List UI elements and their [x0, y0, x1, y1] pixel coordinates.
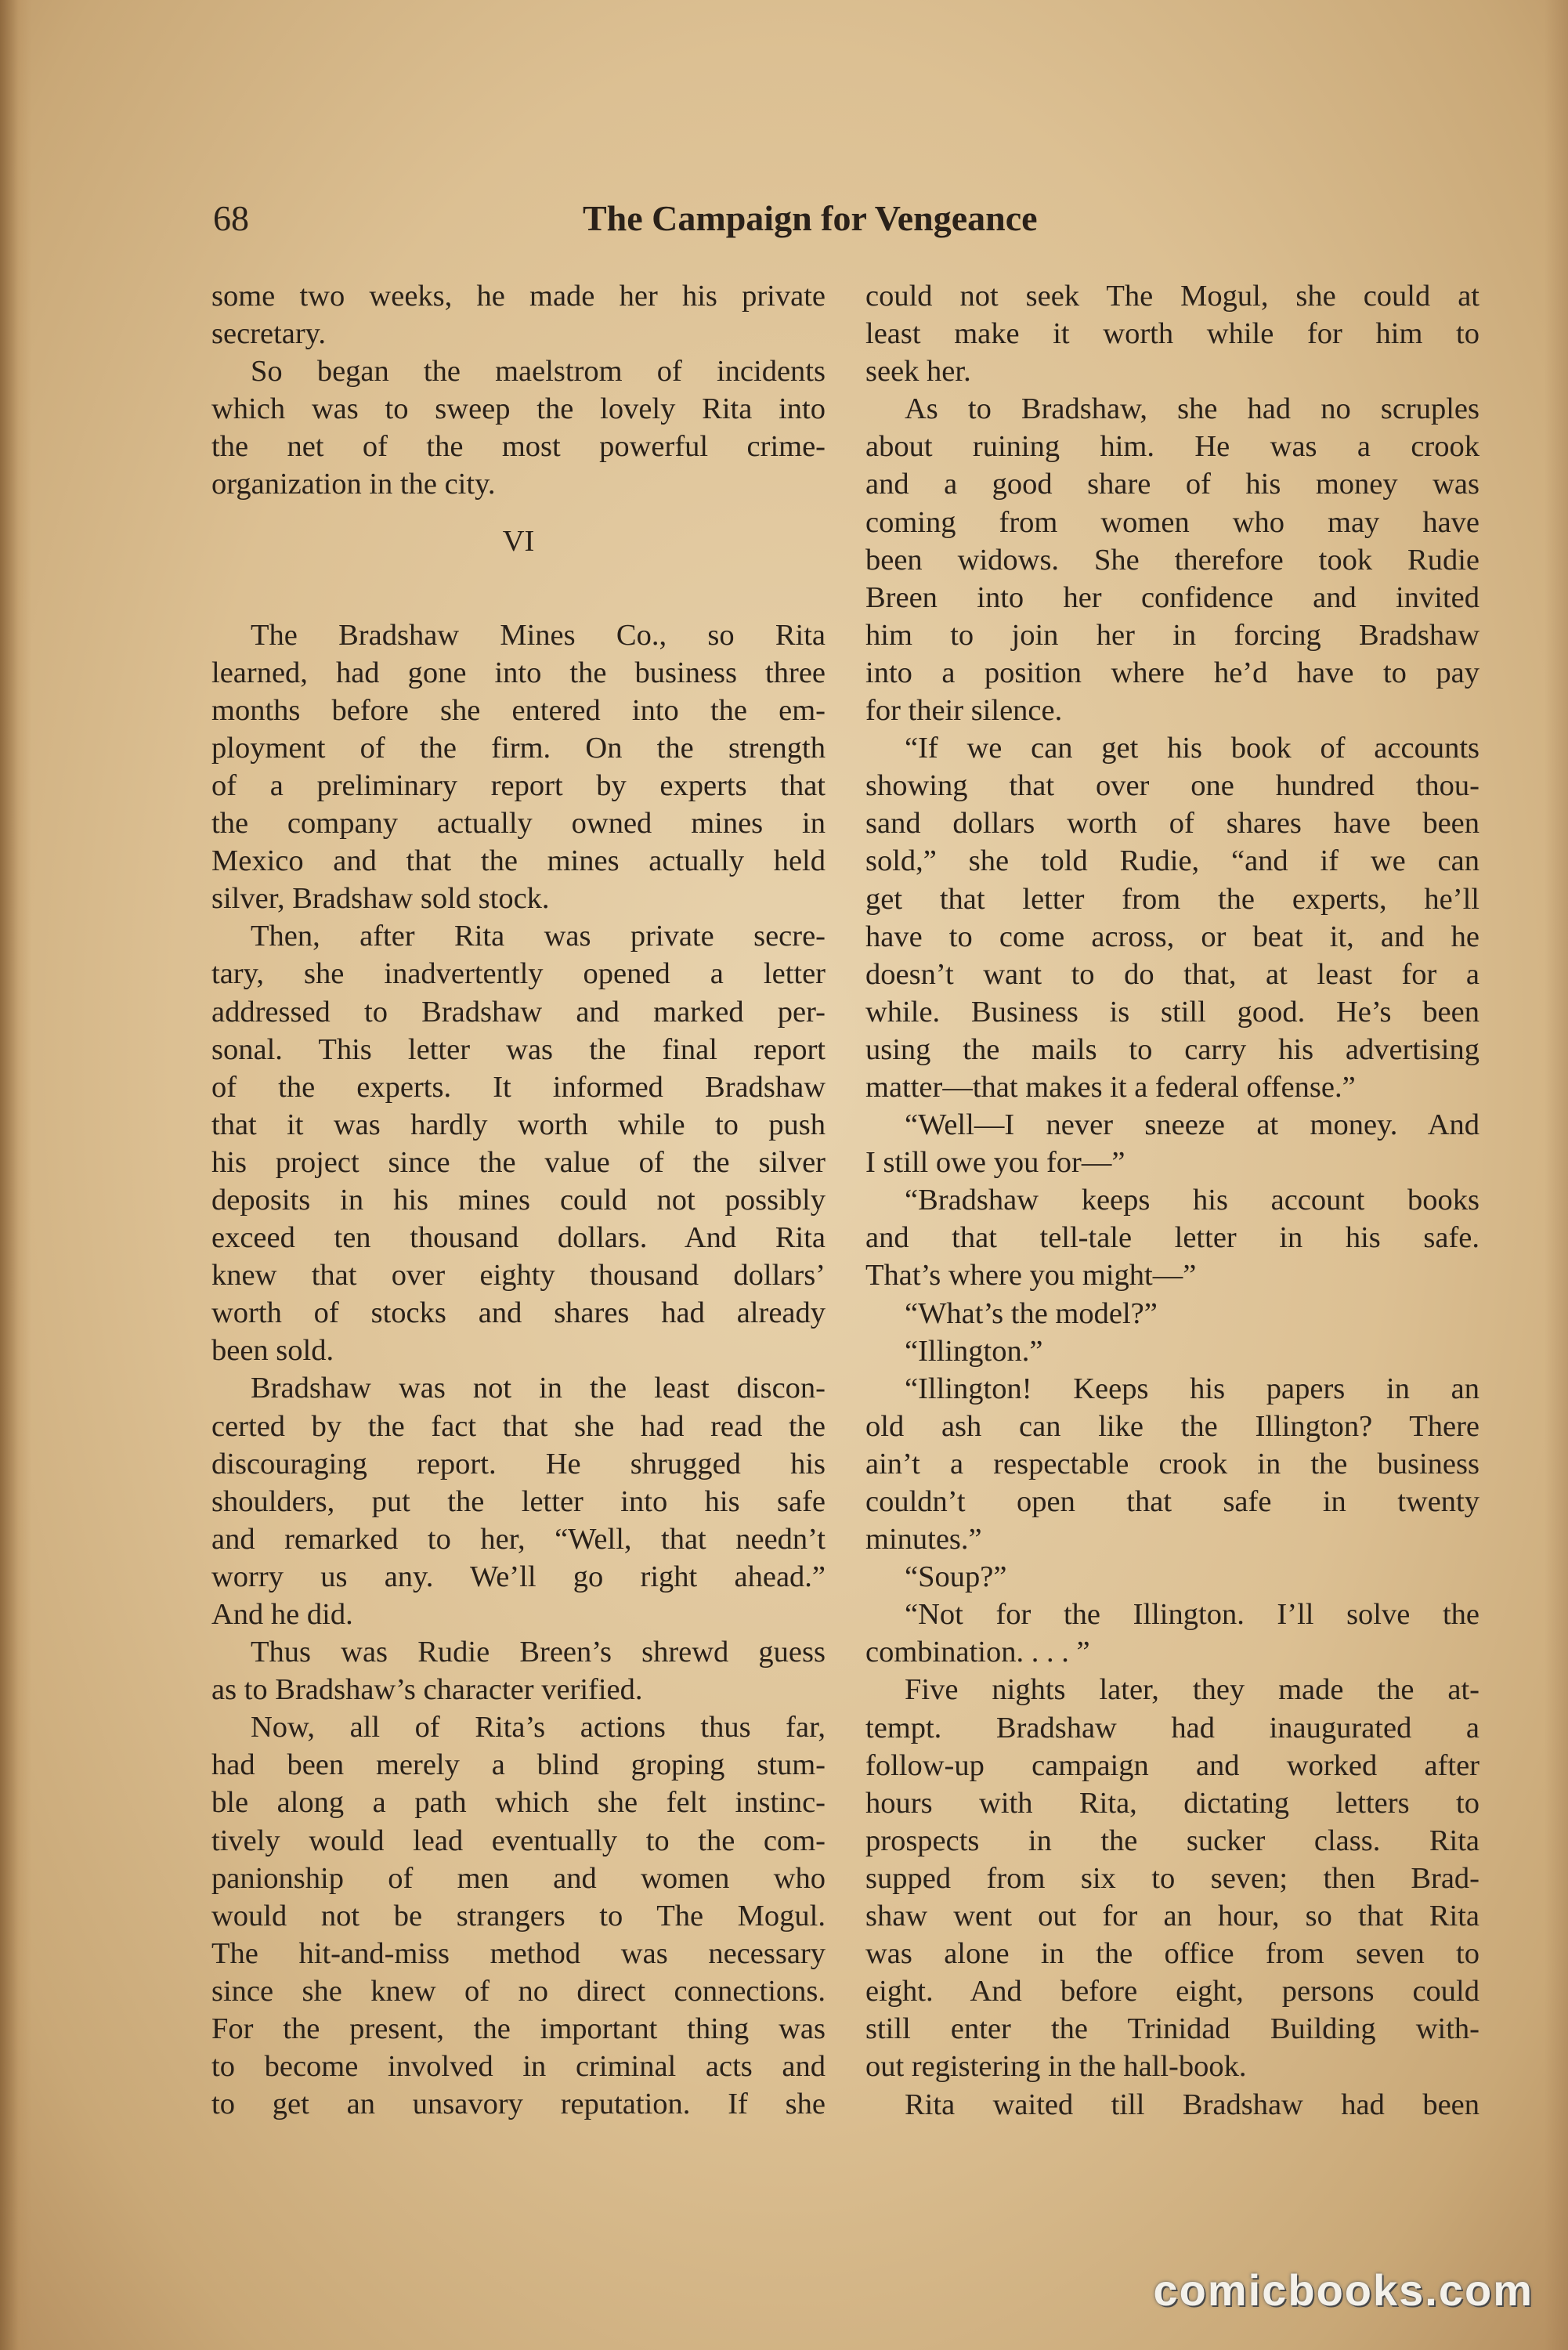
text-line: sand dollars worth of shares have been: [865, 807, 1479, 841]
text-line: “Bradshaw keeps his account books: [905, 1184, 1479, 1217]
text-line: of the experts. It informed Bradshaw: [211, 1070, 826, 1104]
text-line: secretary.: [211, 317, 327, 351]
text-line: out registering in the hall-book.: [865, 2050, 1247, 2084]
text-line: So began the maelstrom of incidents: [251, 355, 826, 389]
text-line: ployment of the firm. On the strength: [211, 731, 826, 765]
site-watermark: comicbooks.com: [1153, 2265, 1534, 2315]
page-edge-shadow-right: [1545, 0, 1568, 2350]
section-spacer: [211, 579, 826, 616]
text-line: about ruining him. He was a crook: [865, 430, 1479, 464]
text-line: “If we can get his book of accounts: [905, 732, 1479, 765]
text-line: “Soup?”: [905, 1560, 1007, 1594]
text-line: his project since the value of the silver: [211, 1145, 826, 1179]
text-line: discouraging report. He shrugged his: [211, 1447, 826, 1480]
left-text-column: [211, 277, 826, 2123]
text-line: and that tell-tale letter in his safe.: [865, 1221, 1479, 1255]
text-line: would not be strangers to The Mogul.: [211, 1899, 826, 1932]
text-line: worth of stocks and shares had already: [211, 1296, 826, 1330]
text-line: had been merely a blind groping stum-: [211, 1748, 826, 1782]
text-line: old ash can like the Illington? There: [865, 1409, 1479, 1443]
text-line: since she knew of no direct connections.: [211, 1974, 826, 2008]
text-line: I still owe you for—”: [865, 1146, 1125, 1180]
text-line: for their silence.: [865, 694, 1063, 728]
text-line: and a good share of his money was: [865, 468, 1479, 501]
text-line: The hit-and-miss method was necessary: [211, 1936, 826, 1970]
text-line: The Bradshaw Mines Co., so Rita: [251, 618, 826, 652]
text-line: least make it worth while for him to: [865, 317, 1479, 351]
text-line: learned, had gone into the business three: [211, 656, 826, 689]
text-line: into a position where he’d have to pay: [865, 656, 1479, 689]
text-line: could not seek The Mogul, she could at: [865, 280, 1479, 313]
text-line: prospects in the sucker class. Rita: [865, 1824, 1479, 1857]
text-line: That’s where you might—”: [865, 1259, 1197, 1292]
text-line: certed by the fact that she had read the: [211, 1409, 826, 1443]
text-line: “Illington.”: [905, 1334, 1043, 1368]
text-line: tary, she inadvertently opened a letter: [211, 957, 826, 991]
text-line: shaw went out for an hour, so that Rita: [865, 1900, 1479, 1933]
text-line: ble along a path which she felt instinc-: [211, 1786, 826, 1820]
text-line: to get an unsavory reputation. If she: [211, 2088, 826, 2121]
text-line: still enter the Trinidad Building with-: [865, 2012, 1479, 2046]
text-line: Then, after Rita was private secre-: [251, 920, 826, 953]
text-line: “Not for the Illington. I’ll solve the: [905, 1598, 1479, 1632]
text-line: shoulders, put the letter into his safe: [211, 1484, 826, 1518]
text-line: and remarked to her, “Well, that needn’t: [211, 1522, 826, 1556]
text-line: the company actually owned mines in: [211, 807, 826, 841]
text-line: matter—that makes it a federal offense.”: [865, 1070, 1356, 1104]
text-line: which was to sweep the lovely Rita into: [211, 392, 826, 426]
text-line: some two weeks, he made her his private: [211, 280, 826, 313]
text-line: exceed ten thousand dollars. And Rita: [211, 1221, 826, 1255]
text-line: doesn’t want to do that, at least for a: [865, 957, 1479, 991]
text-line: sonal. This letter was the final report: [211, 1032, 826, 1066]
right-text-column: [865, 277, 1479, 2124]
text-line: “Illington! Keeps his papers in an: [905, 1372, 1479, 1405]
text-line: follow-up campaign and worked after: [865, 1748, 1479, 1782]
text-line: that it was hardly worth while to push: [211, 1108, 826, 1141]
text-line: combination. . . . ”: [865, 1636, 1090, 1669]
page-edge-shadow: [0, 0, 31, 2350]
text-line: couldn’t open that safe in twenty: [865, 1485, 1479, 1518]
page-header: [213, 197, 1490, 244]
text-line: seek her.: [865, 355, 971, 389]
page-number: 68: [213, 198, 249, 238]
text-line: have to come across, or beat it, and he: [865, 920, 1479, 953]
text-line: For the present, the important thing was: [211, 2012, 826, 2046]
text-line: coming from women who may have: [865, 505, 1479, 539]
text-line: Rita waited till Bradshaw had been: [905, 2088, 1479, 2121]
text-line: been widows. She therefore took Rudie: [865, 543, 1479, 577]
text-line: tempt. Bradshaw had inaugurated a: [865, 1711, 1479, 1744]
text-line: deposits in his mines could not possibly: [211, 1183, 826, 1217]
text-line: And he did.: [211, 1598, 353, 1631]
text-line: showing that over one hundred thou-: [865, 769, 1479, 803]
text-line: while. Business is still good. He’s been: [865, 995, 1479, 1029]
text-line: Breen into her confidence and invited: [865, 580, 1479, 614]
text-line: hours with Rita, dictating letters to: [865, 1786, 1479, 1820]
text-line: get that letter from the experts, he’ll: [865, 882, 1479, 916]
text-line: worry us any. We’ll go right ahead.”: [211, 1560, 826, 1593]
running-title: The Campaign for Vengeance: [583, 198, 1038, 238]
text-line: silver, Bradshaw sold stock.: [211, 882, 550, 916]
text-line: him to join her in forcing Bradshaw: [865, 618, 1479, 652]
text-line: As to Bradshaw, she had no scruples: [905, 392, 1479, 426]
text-line: knew that over eighty thousand dollars’: [211, 1259, 826, 1292]
text-line: been sold.: [211, 1334, 334, 1368]
text-line: the net of the most powerful crime-: [211, 430, 826, 464]
text-line: Mexico and that the mines actually held: [211, 844, 826, 878]
section-heading: VI: [502, 524, 535, 558]
text-line: as to Bradshaw’s character verified.: [211, 1673, 643, 1707]
text-line: Now, all of Rita’s actions thus far,: [251, 1711, 826, 1744]
text-line: Bradshaw was not in the least discon-: [251, 1372, 826, 1405]
text-line: tively would lead eventually to the com-: [211, 1824, 826, 1857]
text-line: organization in the city.: [211, 468, 496, 501]
text-line: using the mails to carry his advertising: [865, 1032, 1479, 1066]
text-line: of a preliminary report by experts that: [211, 768, 826, 802]
text-line: months before she entered into the em-: [211, 693, 826, 727]
text-line: panionship of men and women who: [211, 1861, 826, 1895]
text-line: “What’s the model?”: [905, 1296, 1158, 1330]
text-line: sold,” she told Rudie, “and if we can: [865, 844, 1479, 878]
text-line: was alone in the office from seven to: [865, 1937, 1479, 1971]
text-line: supped from six to seven; then Brad-: [865, 1861, 1479, 1895]
text-line: Thus was Rudie Breen’s shrewd guess: [251, 1636, 826, 1669]
text-line: “Well—I never sneeze at money. And: [905, 1108, 1479, 1142]
text-line: eight. And before eight, persons could: [865, 1975, 1479, 2008]
text-line: Five nights later, they made the at-: [905, 1673, 1479, 1707]
text-line: minutes.”: [865, 1523, 982, 1556]
text-line: ain’t a respectable crook in the business: [865, 1447, 1479, 1480]
text-line: to become involved in criminal acts and: [211, 2050, 826, 2084]
text-line: addressed to Bradshaw and marked per-: [211, 995, 826, 1029]
